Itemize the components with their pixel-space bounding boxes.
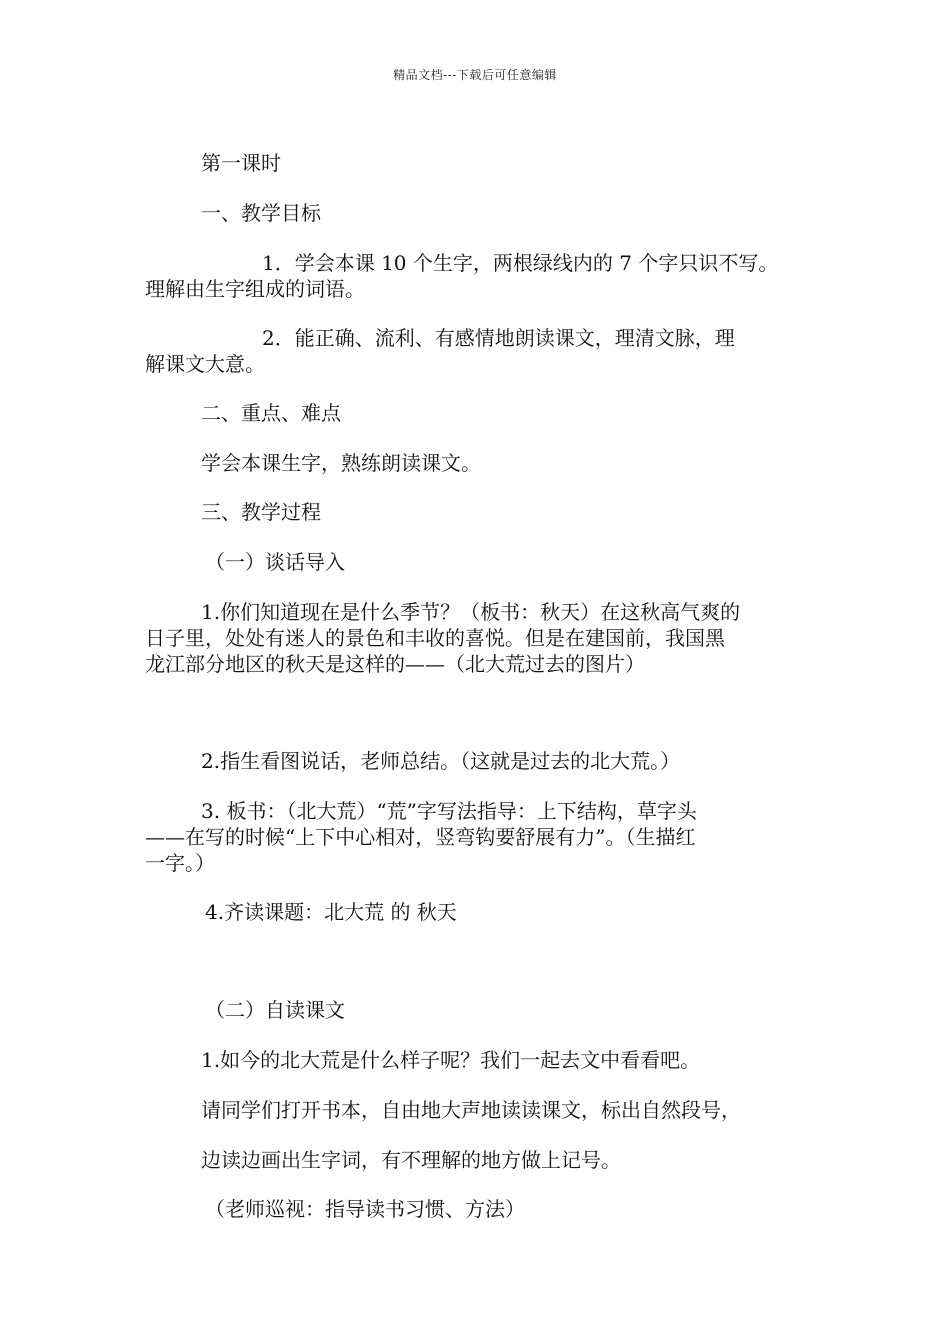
section-heading: 二、重点、难点 [201,401,341,425]
goal-line: 理解由生字组成的词语。 [145,277,365,301]
paragraph-line: 一字。） [145,851,215,875]
paragraph-line: 1.如今的北大荒是什么样子呢？我们一起去文中看看吧。 [201,1048,701,1072]
goal-line: 2．能正确、流利、有感情地朗读课文，理清文脉，理 [262,326,735,350]
page-header: 精品文档---下载后可任意编辑 [393,68,557,82]
paragraph-line: 3. 板书：（北大荒）“荒”字写法指导：上下结构，草字头 [201,799,697,823]
paragraph-line: 请同学们打开书本，自由地大声地读读课文，标出自然段号， [201,1098,741,1122]
lesson-title: 第一课时 [201,151,281,175]
key-point-text: 学会本课生字，熟练朗读课文。 [201,451,481,475]
section-heading: 一、教学目标 [201,201,321,225]
subsection-heading: （一）谈话导入 [205,550,345,574]
paragraph-line: 日子里，处处有迷人的景色和丰收的喜悦。但是在建国前，我国黑 [145,626,725,650]
subsection-heading: （二）自读课文 [205,998,345,1022]
paragraph-line: （老师巡视：指导读书习惯、方法） [205,1197,525,1221]
goal-line: 解课文大意。 [145,352,265,376]
paragraph-line: 边读边画出生字词，有不理解的地方做上记号。 [201,1148,621,1172]
paragraph-line: 4.齐读课题：北大荒 的 秋天 [205,900,457,924]
paragraph-line: ——在写的时候“上下中心相对，竖弯钩要舒展有力”。（生描红 [145,825,696,849]
paragraph-line: 龙江部分地区的秋天是这样的——（北大荒过去的图片） [145,652,645,676]
paragraph-line: 2.指生看图说话，老师总结。（这就是过去的北大荒。） [201,749,681,773]
section-heading: 三、教学过程 [201,500,321,524]
paragraph-line: 1.你们知道现在是什么季节？（板书：秋天）在这秋高气爽的 [201,600,741,624]
goal-line: 1．学会本课 10 个生字，两根绿线内的 7 个字只识不写。 [262,251,779,275]
